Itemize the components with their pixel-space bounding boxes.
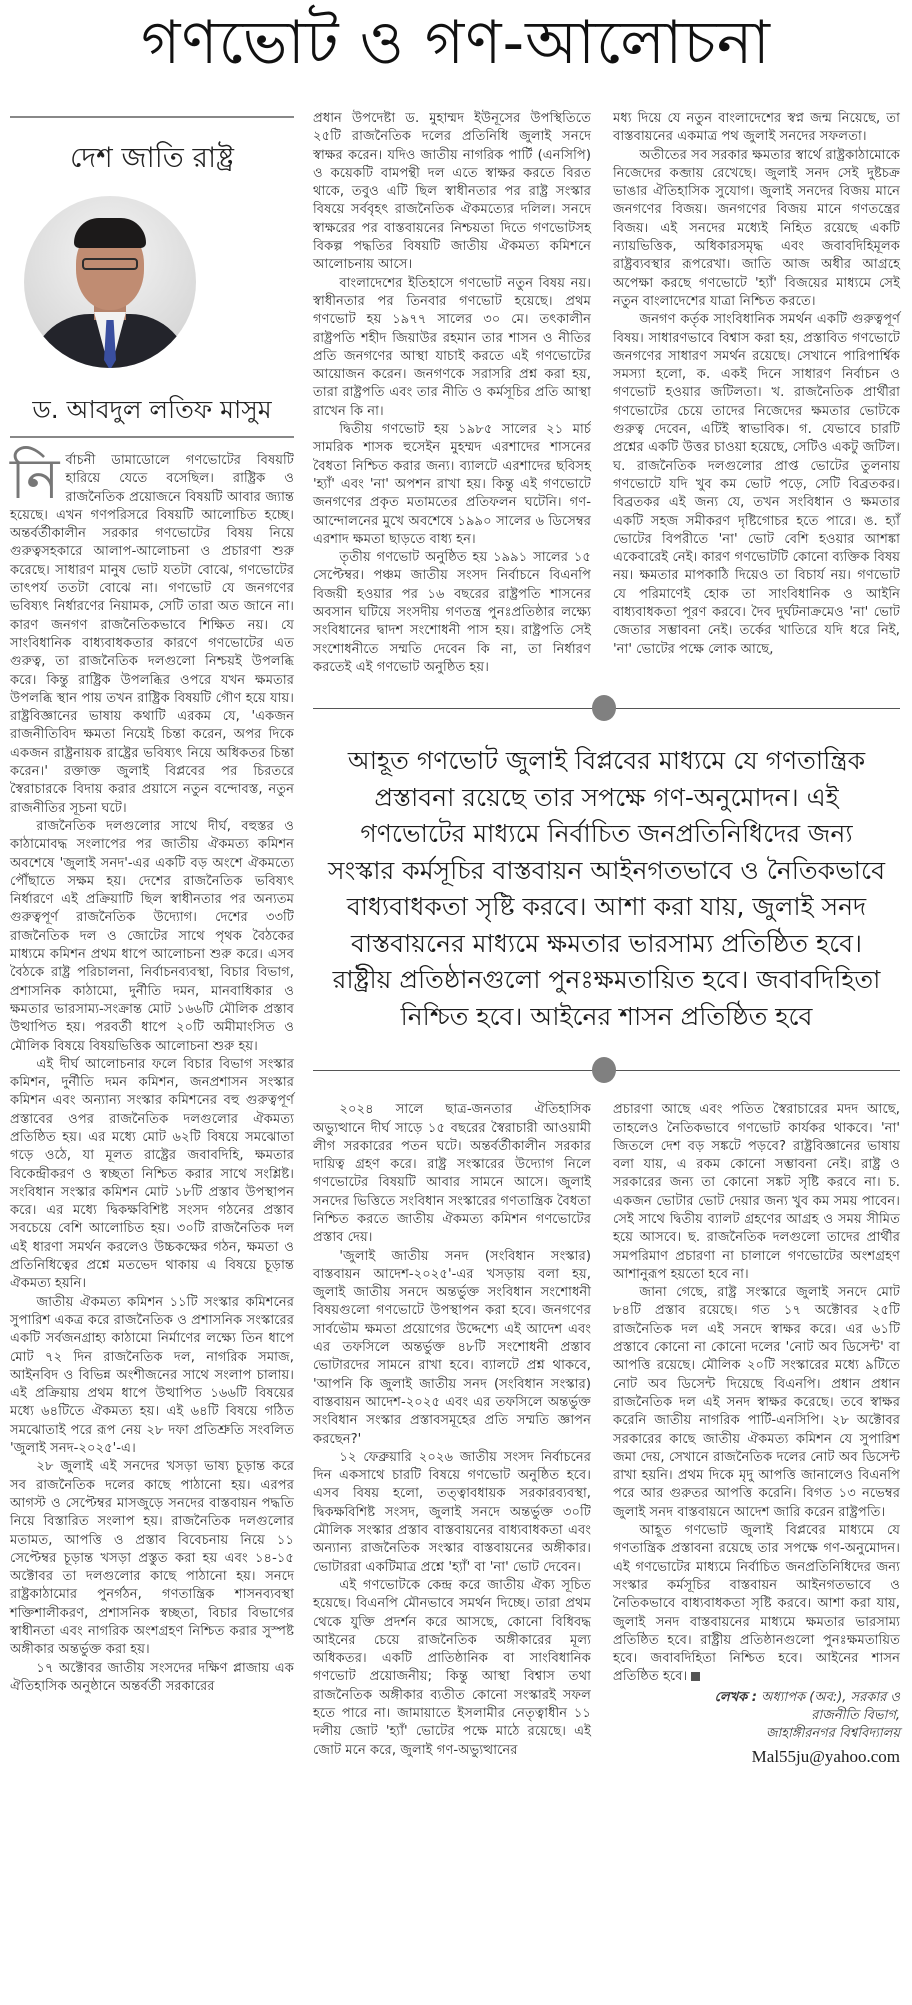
- byline-label: লেখক :: [714, 1689, 757, 1705]
- paragraph: তৃতীয় গণভোট অনুষ্ঠিত হয় ১৯৯১ সালের ১৫ সেপ্টেম্বর। পঞ্চম জাতীয় সংসদ নির্বাচনে বিএনপি বিজয়ী হওয়ার পর ১৬ বছরের রাষ্ট্রপতি শাসনের অবসান ঘটিয়ে সংসদীয় গণতন্ত্র পুনঃপ্রতিষ্ঠার লক্ষ্যে সংবিধানের দ্বাদশ সংশোধনী পাস হয়। রাষ্ট্রপতি সেই সংশোধনীতে সম্মতি দেবেন কি না, তা নির্ধারণ করতেই এই গণভোট অনুষ্ঠিত হয়।: [313, 550, 591, 675]
- paragraph: এই দীর্ঘ আলোচনার ফলে বিচার বিভাগ সংস্কার কমিশন, দুর্নীতি দমন কমিশন, জনপ্রশাসন সংস্কার কমিশন এবং অন্যান্য সংস্কার কমিশনের বহু গুরুত্বপূর্ণ প্রস্তাবের ওপর রাজনৈতিক দলগুলোর ঐকমত্য প্রতিষ্ঠিত হয়। এর মধ্যে মোট ৬২টি বিষয়ে সমঝোতা গড়ে ওঠে, যা মূলত রাষ্ট্রের জবাবদিহি, ক্ষমতার বিকেন্দ্রীকরণ ও স্বচ্ছতা নিশ্চিত করার সাথে সংশ্লিষ্ট। সংবিধান সংস্কার কমিশন মোট ১৮টি প্রস্তাব উপস্থাপন করে। এর মধ্যে দ্বিকক্ষবিশিষ্ট সংসদ গঠনের প্রস্তাব সবচেয়ে বেশি আলোচিত হয়। ৩০টি রাজনৈতিক দল এই ধারণা সমর্থন করলেও উচ্চকক্ষের গঠন, ক্ষমতা ও প্রতিনিধিত্বের প্রশ্নে মতভেদ থাকায় এ বিষয়ে চূড়ান্ত ঐকমত্য হয়নি।: [10, 1056, 294, 1292]
- paragraph: জানা গেছে, রাষ্ট্র সংস্কারে জুলাই সনদে মোট ৮৪টি প্রস্তাব রয়েছে। গত ১৭ অক্টোবর ২৫টি রাজনৈতিক দল এই সনদে স্বাক্ষর করে। এর ৬১টি প্রস্তাবে কোনো না কোনো দলের 'নোট অব ডিসেন্ট' বা আপত্তি রয়েছে। মৌলিক ২০টি সংস্কারের মধ্যে ৯টিতে নোট অব ডিসেন্ট দিয়েছে বিএনপি। প্রধান প্রধান রাজনৈতিক দল এই সনদ স্বাক্ষর করেছে। তবে স্বাক্ষর করেনি জাতীয় নাগরিক পার্টি-এনসিপি। ২৮ অক্টোবর সরকারের কাছে জাতীয় ঐকমত্য কমিশন যে সুপারিশ জমা দেয়, সেখানে রাজনৈতিক দলের নোট অব ডিসেন্ট রাখা হয়নি। প্রথম দিকে মৃদু আপত্তি জানালেও বিএনপি পরে আর গুরুতর আপত্তি করেনি। বিগত ১৩ নভেম্বর জুলাই সনদ বাস্তবায়নে আদেশ জারি করেন রাষ্ট্রপতি।: [613, 1285, 900, 1520]
- column-section-title: দেশ জাতি রাষ্ট্র: [70, 141, 234, 174]
- column-2-bottom: [313, 1101, 591, 1760]
- paragraph: এই গণভোটকে কেন্দ্র করে জাতীয় ঐক্য সূচিত হয়েছে। বিএনপি মৌনভাবে সমর্থন দিচ্ছে। তারা প্রথম থেকে যুক্তি প্রদর্শন করে আসছে, কোনো বিধিবদ্ধ আইনের চেয়ে রাজনৈতিক অঙ্গীকারের মূল্য অধিকতর। একটি প্রাতিষ্ঠানিক বা সাংবিধানিক গণভোট প্রয়োজনীয়; কিন্তু আস্থা বিশ্বাস তথা রাজনৈতিক অঙ্গীকার ব্যতীত কোনো সংস্কারই সফল হতে পারে না। জামায়াতে ইসলামীর নেতৃত্বাধীন ১১ দলীয় জোট 'হ্যাঁ' ভোটের পক্ষে মাঠে রয়েছে। এই জোট মনে করে, জুলাই গণ-অভ্যুত্থানের: [313, 1577, 591, 1758]
- paragraph: প্রধান উপদেষ্টা ড. মুহাম্মদ ইউনূসের উপস্থিতিতে ২৫টি রাজনৈতিক দলের প্রতিনিধি জুলাই সনদে স্বাক্ষর করেন। যদিও জাতীয় নাগরিক পার্টি (এনসিপি) ও কয়েকটি বামপন্থী দল এতে স্বাক্ষর করতে বিরত থাকে, তবুও এটি ছিল স্বাধীনতার পর রাষ্ট্র সংস্কার বিষয়ে সর্ববৃহৎ রাজনৈতিক ঐকমত্যের দলিল। সনদে স্বাক্ষরের পর বাস্তবায়নের নিশ্চয়তা দিতে গণভোটসহ বিকল্প পদ্ধতির বিষয়টি জাতীয় ঐকমত্য কমিশনে আলোচনায় আসে।: [313, 111, 591, 273]
- photo-glasses: [82, 258, 138, 270]
- top-columns: [313, 110, 900, 677]
- byline-text: অধ্যাপক (অব:), সরকার ও: [761, 1689, 900, 1705]
- author-email: Mal55ju@yahoo.com: [751, 1746, 900, 1766]
- left-column: [10, 116, 294, 1696]
- byline-line: রাজনীতি বিভাগ,: [811, 1707, 900, 1723]
- paragraph: জাতীয় ঐকমত্য কমিশন ১১টি সংস্কার কমিশনের সুপারিশ একত্র করে রাজনৈতিক ও প্রশাসনিক সংস্কারের একটি সর্বজনগ্রাহ্য কাঠামো নির্মাণের লক্ষ্যে তিন ধাপে মোট ৭২ দিন রাজনৈতিক দল, নাগরিক সমাজ, আইনবিদ ও বিভিন্ন অংশীজনের সাথে সংলাপ চালায়। এই প্রক্রিয়ায় প্রথম ধাপে উত্থাপিত ১৬৬টি বিষয়ের মধ্যে ৬৪টিতে ঐকমত্য হয়। এই ৬৪টি বিষয়ে গঠিত সমঝোতাই পরে রূপ নেয় ২৮ দফা প্রতিশ্রুতি সংবলিত 'জুলাই সনদ-২০২৫'-এ।: [10, 1294, 294, 1457]
- paragraph: 'জুলাই জাতীয় সনদ (সংবিধান সংস্কার) বাস্তবায়ন আদেশ-২০২৫'-এর খসড়ায় বলা হয়, জুলাই জাতীয় সনদে অন্তর্ভুক্ত সংবিধান সংশোধনী বিষয়গুলো গণভোটে উপস্থাপন করা হবে। জনগণের সার্বভৌম ক্ষমতা প্রয়োগের উদ্দেশ্যে এই আদেশ এবং এর তফসিলে অন্তর্ভুক্ত ৪৮টি সংশোধনী প্রস্তাব ভোটারদের সামনে রাখা হবে। ব্যালটে প্রশ্ন থাকবে, 'আপনি কি জুলাই জাতীয় সনদ (সংবিধান সংস্কার) বাস্তবায়ন আদেশ-২০২৫ এবং এর তফসিলে অন্তর্ভুক্ত সংবিধান সংস্কার প্রস্তাবসমূহের প্রতি সম্মতি জ্ঞাপন করছেন?': [313, 1248, 591, 1447]
- paragraph: মধ্য দিয়ে যে নতুন বাংলাদেশের স্বপ্ন জন্ম নিয়েছে, তা বাস্তবায়নের একমাত্র পথ জুলাই সনদের সফলতা।: [613, 111, 900, 145]
- pull-quote-line: সংস্কার কর্মসূচির বাস্তবায়ন আইনগতভাবে ও নৈতিকভাবে: [328, 855, 885, 885]
- paragraph: [613, 1522, 900, 1687]
- article-headline: গণভোট ও গণ-আলোচনা: [141, 8, 771, 78]
- pull-quote-line: রাষ্ট্রীয় প্রতিষ্ঠানগুলো পুনঃক্ষমতায়িত হবে। জবাবদিহিতা: [332, 965, 881, 995]
- pull-quote-line: প্রস্তাবনা রয়েছে তার সপক্ষে গণ-অনুমোদন। এই: [374, 782, 839, 812]
- column-3-top: [613, 110, 900, 659]
- section-rule: [10, 116, 294, 118]
- pull-quote-line: গণভোটের মাধ্যমে নির্বাচিত জনপ্রতিনিধিদের জন্য: [360, 819, 853, 849]
- pull-quote-divider-top: [313, 695, 900, 721]
- byline-line: জাহাঙ্গীরনগর বিশ্ববিদ্যালয়: [765, 1725, 900, 1741]
- byline-line: [613, 1689, 900, 1707]
- pull-quote-line: আহূত গণভোট জুলাই বিপ্লবের মাধ্যমে যে গণতান্ত্রিক: [347, 746, 866, 776]
- column-3-bottom: [613, 1101, 900, 1769]
- column-2-top: [313, 110, 591, 677]
- paragraph: অতীতের সব সরকার ক্ষমতার স্বার্থে রাষ্ট্রকাঠামোকে নিজেদের কব্জায় রেখেছে। জুলাই সনদ সেই দুষ্টচক্র ভাঙার ঐতিহাসিক সুযোগ। জুলাই সনদের বিজয় মানে জনগণের বিজয়। জনগণের বিজয় মানে গণতন্ত্রের বিজয়। এই সনদের মধ্যেই নিহিত রয়েছে একটি ন্যায়ভিত্তিক, অধিকারসমৃদ্ধ এবং জবাবদিহিমূলক রাষ্ট্রব্যবস্থার রূপরেখা। জাতি আজ অধীর আগ্রহে অপেক্ষা করছে গণভোটে 'হ্যাঁ' বিজয়ের মাধ্যমে সেই নতুন বাংলাদেশের যাত্রা নিশ্চিত করতে।: [613, 147, 900, 309]
- drop-cap: নি: [10, 447, 60, 512]
- divider-dot-icon: [592, 695, 616, 721]
- pull-quote-divider-bottom: [313, 1057, 900, 1083]
- paragraph-text: র্বাচনী ডামাডোলে গণভোটের বিষয়টি হারিয়ে যেতে বসেছিল। রাষ্ট্রিক ও রাজনৈতিক প্রয়োজনে বিষয়টি আবার জ্যান্ত হয়েছে। এখন গণপরিসরে বিষয়টি আলোচিত হচ্ছে। অন্তর্বর্তীকালীন সরকার গণভোটের বিষয় নিয়ে গুরুত্বসহকারে আলাপ-আলোচনা ও প্রচারণা শুরু করেছে। সাধারণ মানুষ ভোট যতটা বোঝে, গণভোটের তাৎপর্য ততটা বোঝে না। গণভোট যে জনগণের ভবিষ্যৎ নির্ধারণের নিয়ামক, সেটি তারা অত জানে না। কারণ জনগণ রাজনৈতিকভাবে শিক্ষিত নয়। যে সাংবিধানিক বাধ্যবাধকতার কারণে গণভোটের এত গুরুত্ব, তা রাজনৈতিক দলগুলো নিশ্চয়ই উপলব্ধি করে। কিন্তু রাষ্ট্রিক উপলব্ধির ওপরে যখন ক্ষমতার উপলব্ধি স্থান পায় তখন রাষ্ট্রিক বিষয়টি গৌণ হয়ে যায়। রাষ্ট্রবিজ্ঞানের ভাষায় কথাটি এরকম যে, 'একজন রাজনীতিবিদ ক্ষমতা নিয়েই চিন্তা করেন, অপর দিকে একজন রাষ্ট্রনায়ক রাষ্ট্রের ভবিষ্যৎ নিয়ে অধিকতর চিন্তা করেন।' রক্তাক্ত জুলাই বিপ্লবের পর চিরতরে স্বৈরাচারকে বিদায় করার প্রয়াসে নতুন বন্দোবস্ত, নতুন রাজনীতির সূচনা ঘটে।: [10, 453, 294, 816]
- paragraph: ২০২৪ সালে ছাত্র-জনতার ঐতিহাসিক অভ্যুত্থানে দীর্ঘ সাড়ে ১৫ বছরের স্বৈরাচারী আওয়ামী লীগ সরকারের পতন ঘটে। অন্তর্বর্তীকালীন সরকার দায়িত্ব গ্রহণ করে। রাষ্ট্র সংস্কারের উদ্যোগ নিলে গণভোটের বিষয়টি আবার সামনে আসে। জুলাই সনদের ভিত্তিতে সংবিধান সংস্কারের গণতান্ত্রিক বৈধতা নিশ্চিত করতে জাতীয় ঐকমত্য কমিশন গণভোটের প্রস্তাব দেয়।: [313, 1102, 591, 1246]
- paragraph: রাজনৈতিক দলগুলোর সাথে দীর্ঘ, বহুস্তর ও কাঠামোবদ্ধ সংলাপের পর জাতীয় ঐকমত্য কমিশন অবশেষে 'জুলাই সনদ'-এর একটি বড় অংশে ঐকমত্যে পৌঁছাতে সক্ষম হয়। দেশের রাজনৈতিক ভবিষ্যৎ নির্ধারণে এই প্রক্রিয়াটি ছিল স্বাধীনতার পর অন্যতম গুরুত্বপূর্ণ রাজনৈতিক উদ্যোগ। দেশের ৩৩টি রাজনৈতিক দল ও জোটের সাথে পৃথক বৈঠকের মাধ্যমে কমিশন প্রথম ধাপে আলোচনা শুরু করে। এসব বৈঠকে রাষ্ট্র পরিচালনা, নির্বাচনব্যবস্থা, বিচার বিভাগ, প্রশাসনিক কাঠামো, দুর্নীতি দমন, মানবাধিকার ও ক্ষমতার ভারসাম্য-সংক্রান্ত মোট ১৬৬টি মৌলিক প্রস্তাব উত্থাপিত হয়। পরবর্তী ধাপে ২০টি অমীমাংসিত ও মৌলিক বিষয়ে বিষয়ভিত্তিক আলোচনা শুরু হয়।: [10, 818, 294, 1054]
- paragraph: জনগণ কর্তৃক সাংবিধানিক সমর্থন একটি গুরুত্বপূর্ণ বিষয়। সাধারণভাবে বিশ্বাস করা হয়, প্রস্তাবিত গণভোটে জনগণের সাধারণ সমর্থন রয়েছে। সেখানে পারিপার্শ্বিক সমস্যা হলো, ক. একই দিনে সাধারণ নির্বাচন ও গণভোট হওয়ার জটিলতা। খ. রাজনৈতিক প্রার্থীরা গণভোটের চেয়ে তাদের নিজেদের ক্ষমতার ভোটকে গুরুত্ব দেবেন, এটিই স্বাভাবিক। গ. যেভাবে চারটি প্রশ্নের একটি উত্তর চাওয়া হয়েছে, সেটিও একটু জটিল। ঘ. রাজনৈতিক দলগুলোর প্রাপ্ত ভোটের তুলনায় গণভোটে যদি খুব কম ভোট পড়ে, সেটি বিব্রতকর। বিব্রতকর এই জন্য যে, তখন সংবিধান ও ক্ষমতার একটি সহজ সমীকরণ দৃষ্টিগোচর হতে পারে। ঙ. হ্যাঁ ভোটের বিপরীতে 'না' ভোট বেশি হওয়ার আশঙ্কা একেবারেই নেই। কারণ গণভোটটি কোনো ব্যক্তিক বিষয় নয়। ক্ষমতার মাপকাঠি দিয়েও তা বিচার্য নয়। গণভোট যে পরিমাণেই হোক তা সাংবিধানিক ও আইনি বাধ্যবাধকতা পূরণ করবে। দৈব দুর্ঘটনাক্রমেও 'না' ভোট জেতার সম্ভাবনা নেই। তর্কের খাতিরে যদি ধরে নিই, 'না' ভোটের পক্ষে লোক আছে,: [613, 312, 900, 657]
- pull-quote: [313, 739, 900, 1039]
- right-area: [313, 110, 900, 1769]
- author-rule: [10, 436, 294, 438]
- divider-dot-icon: [592, 1057, 616, 1083]
- paragraph: ২৮ জুলাই এই সনদের খসড়া ভাষ্য চূড়ান্ত করে সব রাজনৈতিক দলের কাছে পাঠানো হয়। এরপর আগস্ট ও সেপ্টেম্বর মাসজুড়ে সনদের বাস্তবায়ন পদ্ধতি নিয়ে বিস্তারিত সংলাপ হয়। রাজনৈতিক দলগুলোর মতামত, আপত্তি ও প্রস্তাব বিবেচনায় নিয়ে ১১ সেপ্টেম্বর চূড়ান্ত খসড়া প্রস্তুত করা হয় এবং ১৪-১৫ অক্টোবর তা দলগুলোর কাছে পাঠানো হয়। সনদে রাষ্ট্রকাঠামোর পুনর্গঠন, গণতান্ত্রিক শাসনব্যবস্থা শক্তিশালীকরণ, প্রশাসনিক স্বচ্ছতা, বিচার বিভাগের স্বাধীনতা এবং নাগরিক অংশগ্রহণ নিশ্চিত করার সুস্পষ্ট অঙ্গীকার অন্তর্ভুক্ত করা হয়।: [10, 1459, 294, 1658]
- end-mark-icon: [691, 1672, 700, 1681]
- author-photo: [24, 196, 196, 368]
- pull-quote-line: নিশ্চিত হবে। আইনের শাসন প্রতিষ্ঠিত হবে: [400, 1001, 813, 1031]
- paragraph: ১৭ অক্টোবর জাতীয় সংসদের দক্ষিণ প্লাজায় এক ঐতিহাসিক অনুষ্ঠানে অন্তর্বর্তী সরকারের: [10, 1660, 294, 1694]
- author-name: ড. আবদুল লতিফ মাসুম: [32, 395, 272, 424]
- paragraph: ১২ ফেব্রুয়ারি ২০২৬ জাতীয় সংসদ নির্বাচনের দিন একসাথে চারটি বিষয়ে গণভোট অনুষ্ঠিত হবে। এসব বিষয় হলো, তত্ত্বাবধায়ক সরকারব্যবস্থা, দ্বিকক্ষবিশিষ্ট সংসদ, জুলাই সনদে অন্তর্ভুক্ত ৩০টি মৌলিক সংস্কার প্রস্তাব বাস্তবায়নের বাধ্যবাধকতা এবং অন্যান্য রাজনৈতিক সংস্কার বাস্তবায়নের অঙ্গীকার। ভোটাররা একটিমাত্র প্রশ্নে 'হ্যাঁ' বা 'না' ভোট দেবেন।: [313, 1449, 591, 1575]
- bottom-columns: [313, 1101, 900, 1769]
- paragraph: প্রচারণা আছে এবং পতিত স্বৈরাচারের মদদ আছে, তাহলেও নৈতিকভাবে গণভোট কার্যকর থাকবে। 'না' জিতলে দেশ বড় সঙ্কটে পড়বে? রাষ্ট্রবিজ্ঞানের ভাষায় বলা যায়, এ রকম কোনো সম্ভাবনা নেই। রাষ্ট্র ও সরকারের জন্য তা কোনো সঙ্কট সৃষ্টি করবে না। চ. একজন ভোটার ভোট দেয়ার জন্য খুব কম সময় পাবেন। সেই সাথে দ্বিতীয় ব্যালট গ্রহণের আগ্রহ ও সময় সীমিত হয়ে আসবে। ছ. রাজনৈতিক দলগুলো তাদের প্রার্থীর সমপরিমাণ প্রচারণা না চালালে গণভোটের অংশগ্রহণ আশানুরূপ হয়তো হবে না।: [613, 1102, 900, 1282]
- pull-quote-line: বাধ্যবাধকতা সৃষ্টি করবে। আশা করা যায়, জুলাই সনদ: [346, 892, 867, 922]
- paragraph: [10, 447, 294, 818]
- column-1: [10, 447, 294, 1696]
- pull-quote-line: বাস্তবায়নের মাধ্যমে ক্ষমতার ভারসাম্য প্রতিষ্ঠিত হবে।: [350, 928, 863, 958]
- paragraph: বাংলাদেশের ইতিহাসে গণভোট নতুন বিষয় নয়। স্বাধীনতার পর তিনবার গণভোট হয়েছে। প্রথম গণভোট হয় ১৯৭৭ সালের ৩০ মে। তৎকালীন রাষ্ট্রপতি শহীদ জিয়াউর রহমান তার শাসন ও নীতির প্রতি জনগণের আস্থা যাচাই করতে এই গণভোটের আয়োজন করেন। জনগণকে সরাসরি প্রশ্ন করা হয়, তারা রাষ্ট্রপতি এবং তার নীতি ও কর্মসূচির প্রতি আস্থা রাখেন কি না।: [313, 275, 591, 419]
- paragraph-text: আহূত গণভোট জুলাই বিপ্লবের মাধ্যমে যে গণতান্ত্রিক প্রস্তাবনা রয়েছে তার সপক্ষে গণ-অনুমোদন। এই গণভোটের মাধ্যমে নির্বাচিত জনপ্রতিনিধিদের জন্য সংস্কার কর্মসূচির বাস্তবায়ন আইনগতভাবে ও নৈতিকভাবে বাধ্যবাধকতা সৃষ্টি করবে। আশা করা যায়, জুলাই সনদ বাস্তবায়নের মাধ্যমে ক্ষমতার ভারসাম্য প্রতিষ্ঠিত হবে। রাষ্ট্রীয় প্রতিষ্ঠানগুলো পুনঃক্ষমতায়িত হবে। জবাবদিহিতা নিশ্চিত হবে। আইনের শাসন প্রতিষ্ঠিত হবে।: [613, 1523, 900, 1685]
- photo-hair: [74, 218, 146, 248]
- author-byline: [613, 1689, 900, 1743]
- paragraph: দ্বিতীয় গণভোট হয় ১৯৮৫ সালের ২১ মার্চ সামরিক শাসক হুসেইন মুহম্মদ এরশাদের শাসনের বৈধতা নিশ্চিত করার জন্য। ব্যালটে এরশাদের ছবিসহ 'হ্যাঁ' এবং 'না' অপশন রাখা হয়। কিন্তু এই গণভোটে জনগণের প্রকৃত মতামতের প্রতিফলন ঘটেনি। গণ-আন্দোলনের মুখে অবশেষে ১৯৯০ সালের ৬ ডিসেম্বর এরশাদ ক্ষমতা ছাড়তে বাধ্য হন।: [313, 422, 591, 547]
